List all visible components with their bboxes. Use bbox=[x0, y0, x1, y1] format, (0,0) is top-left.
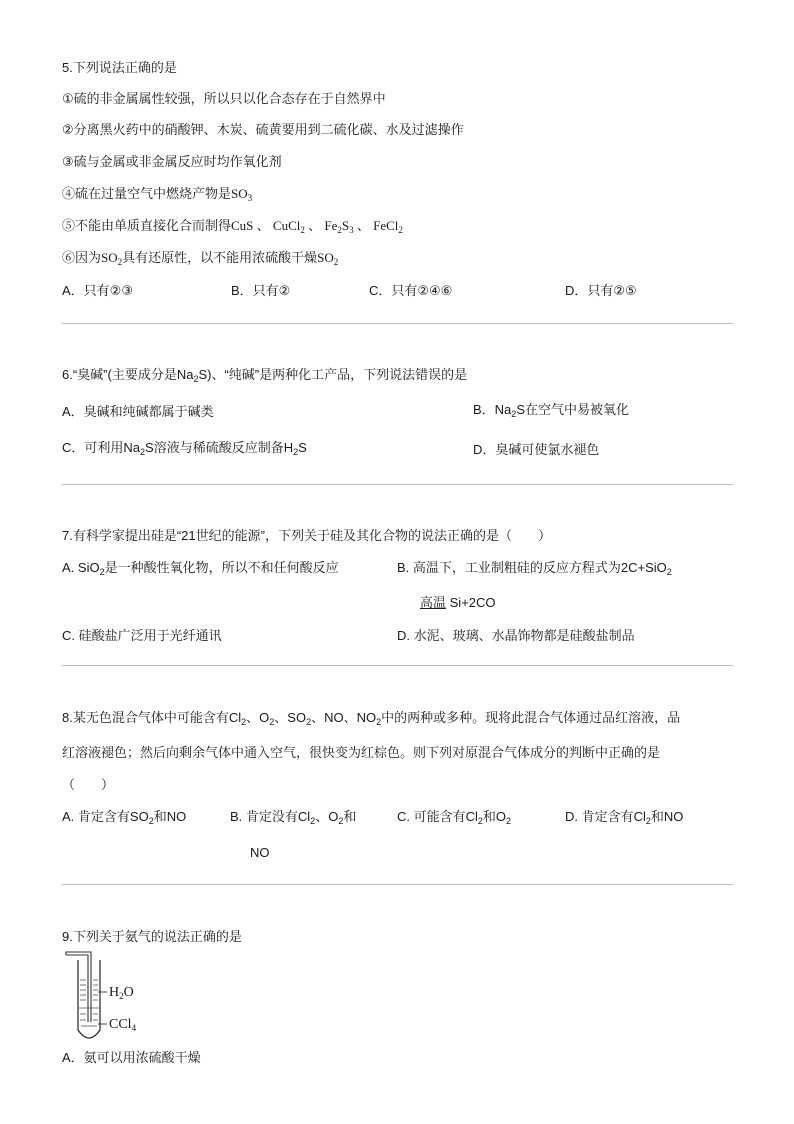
q5-statement-1: ①硫的非金属属性较强，所以只以化合态存在于自然界中 bbox=[62, 91, 386, 106]
label-water: $H_2O$ bbox=[109, 985, 134, 1001]
divider bbox=[62, 484, 733, 485]
q8-stem-line-2: 红溶液褪色；然后向剩余气体中通入空气，很快变为红棕色。则下列对原混合气体成分的判断中正确的是 bbox=[62, 745, 661, 760]
q5-statement-4: ④硫在过量空气中燃烧产物是$SO_3$ bbox=[62, 186, 253, 203]
reaction-condition: 高温 bbox=[420, 595, 447, 610]
q7-option-b[interactable]: B. 高温下，工业制粗硅的反应方程式为2C+SiO$_2$ bbox=[397, 560, 672, 577]
q5-stem: 5.下列说法正确的是 bbox=[62, 60, 177, 75]
divider bbox=[62, 323, 733, 324]
q7-option-c[interactable]: C. 硅酸盐广泛用于光纤通讯 bbox=[62, 628, 222, 643]
q6-option-c[interactable]: C．可利用$Na_2S$溶液与稀硫酸反应制备$H_2S$ bbox=[62, 440, 307, 457]
q8-answer-blank: （ ） bbox=[62, 777, 115, 792]
q5-option-b[interactable]: B．只有② bbox=[231, 283, 291, 298]
water-layer bbox=[80, 980, 98, 1000]
q6-option-a[interactable]: A．臭碱和纯碱都属于碱类 bbox=[62, 404, 214, 419]
q9-stem: 9.下列关于氨气的说法正确的是 bbox=[62, 929, 242, 944]
q8-option-b[interactable]: B. 肯定没有$Cl_2$、$O_2$和 bbox=[230, 809, 357, 826]
q8-stem-line-1: 8.某无色混合气体中可能含有$Cl_2$、$O_2$、$SO_2$、NO、$NO_2$中的两种或多种。现将此混合气体通过品红溶液，品 bbox=[62, 710, 681, 727]
q5-statement-3: ③硫与金属或非金属反应时均作氧化剂 bbox=[62, 154, 282, 169]
q5-option-a[interactable]: A．只有②③ bbox=[62, 283, 133, 298]
q6-option-b[interactable]: B．$Na_2S$在空气中易被氧化 bbox=[473, 402, 629, 419]
q6-option-d[interactable]: D．臭碱可使氯水褪色 bbox=[473, 442, 600, 457]
q6-stem: 6.“臭碱”(主要成分是$Na_2S$)、“纯碱”是两种化工产品，下列说法错误的是 bbox=[62, 367, 468, 384]
ccl4-layer bbox=[79, 1008, 99, 1026]
q5-statement-5: ⑤不能由单质直接化合而制得CuS 、 CuCl$_2$ 、 $Fe_2S_3$ 、 FeCl$_2$ bbox=[62, 218, 403, 235]
q7-option-b-continued: 高温 Si+2CO bbox=[420, 595, 496, 610]
q9-option-a[interactable]: A．氨可以用浓硫酸干燥 bbox=[62, 1050, 201, 1065]
q7-option-a[interactable]: A. SiO$_2$是一种酸性氧化物，所以不和任何酸反应 bbox=[62, 560, 339, 577]
q5-statement-6: ⑥因为$SO_2$具有还原性，以不能用浓硫酸干燥$SO_2$ bbox=[62, 250, 339, 267]
divider bbox=[62, 665, 733, 666]
divider bbox=[62, 884, 733, 885]
q8-option-b-continued: NO bbox=[250, 845, 270, 860]
label-ccl4: CCl$_4$ bbox=[109, 1017, 137, 1033]
q5-statement-2: ②分离黑火药中的硝酸钾、木炭、硫黄要用到二硫化碳、水及过滤操作 bbox=[62, 122, 464, 137]
q7-stem: 7.有科学家提出硅是“21世纪的能源”，下列关于硅及其化合物的说法正确的是（ ） bbox=[62, 528, 551, 543]
q8-option-d[interactable]: D. 肯定含有$Cl_2$和NO bbox=[565, 809, 684, 826]
q8-option-a[interactable]: A. 肯定含有$SO_2$和NO bbox=[62, 809, 187, 826]
q7-option-d[interactable]: D. 水泥、玻璃、水晶饰物都是硅酸盐制品 bbox=[397, 628, 635, 643]
q8-option-c[interactable]: C. 可能含有$Cl_2$和$O_2$ bbox=[397, 809, 512, 826]
q5-option-d[interactable]: D．只有②⑤ bbox=[565, 283, 637, 298]
q5-option-c[interactable]: C．只有②④⑥ bbox=[369, 283, 453, 298]
